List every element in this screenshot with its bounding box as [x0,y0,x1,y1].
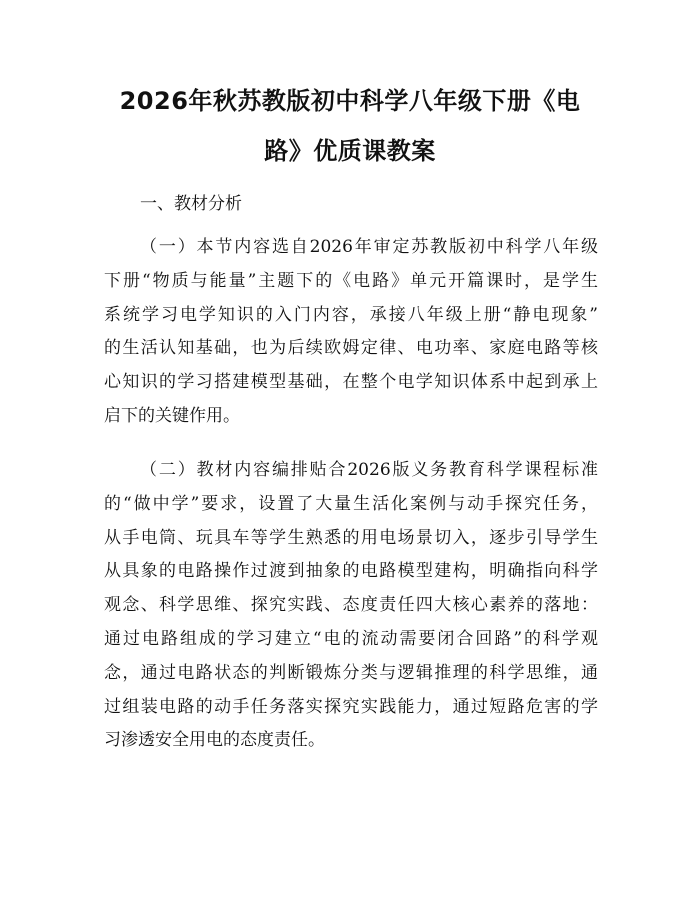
paragraph-2-line: 从手电筒、玩具车等学生熟悉的用电场景切入，逐步引导学生 [104,527,598,548]
paragraph-2-line: （二）教材内容编排贴合2026版义务教育科学课程标准 [140,460,598,480]
document-title-line-1: 2026年秋苏教版初中科学八年级下册《电 [119,87,581,115]
section-heading-textbook-analysis: 一、教材分析 [140,194,242,214]
paragraph-2-line: 习渗透安全用电的态度责任。 [104,730,325,751]
paragraph-1 [104,231,598,434]
paragraph-1-line: 系统学习电学知识的入门内容，承接八年级上册“静电现象” [104,304,598,325]
paragraph-2-line: 的“做中学”要求，设置了大量生活化案例与动手探究任务， [104,493,598,514]
paragraph-1-line: 心知识的学习搭建模型基础，在整个电学知识体系中起到承上 [104,372,598,393]
paragraph-2 [104,454,598,758]
paragraph-2-line: 从具象的电路操作过渡到抽象的电路模型建构，明确指向科学 [104,561,598,582]
paragraph-1-line: 的生活认知基础，也为后续欧姆定律、电功率、家庭电路等核 [104,338,598,359]
paragraph-2-line: 观念、科学思维、探究实践、态度责任四大核心素养的落地： [104,595,598,616]
document-title-line-2: 路》优质课教案 [264,137,436,165]
paragraph-2-line: 过组装电路的动手任务落实探究实践能力，通过短路危害的学 [104,696,598,717]
paragraph-2-line: 念，通过电路状态的判断锻炼分类与逻辑推理的科学思维，通 [104,662,598,683]
paragraph-1-line: （一）本节内容选自2026年审定苏教版初中科学八年级 [140,237,598,257]
paragraph-2-line: 通过电路组成的学习建立“电的流动需要闭合回路”的科学观 [104,628,598,649]
paragraph-1-line: 下册“物质与能量”主题下的《电路》单元开篇课时，是学生 [104,270,598,291]
paragraph-1-line: 启下的关键作用。 [104,405,240,426]
